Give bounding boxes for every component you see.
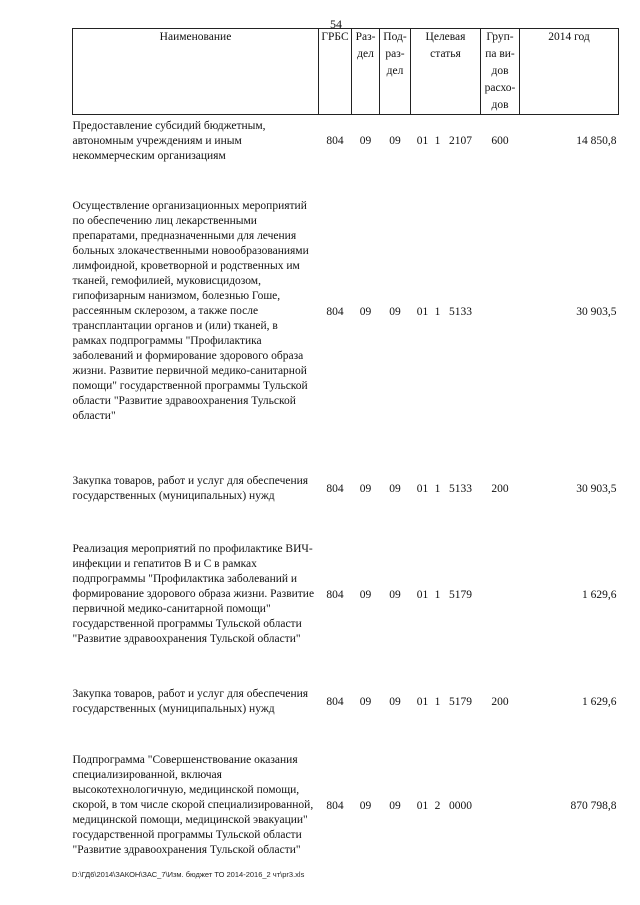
row-amount: 30 903,5 (576, 305, 617, 318)
row-amount: 14 850,8 (576, 135, 617, 148)
row-group: 200 (491, 482, 509, 495)
row-name: Предоставление субсидий бюджетным, автономным учреждениям и иным некоммерческим организациям (72, 119, 266, 162)
row-podrazdel: 09 (389, 135, 401, 148)
header-name: Наименование (73, 29, 319, 115)
row-name: Подпрограмма "Совершенствование оказания специализированной, включая высокотехнологичную, медицинской помощи, скорой, в том числе скорой специализированной, медицинской помощи, медицинской эвакуации" государственной программы Тульской области "Развитие здравоохранения Тульской области" (72, 754, 314, 856)
row-podrazdel: 09 (389, 799, 401, 812)
row-name: Реализация мероприятий по профилактике ВИЧ-инфекции и гепатитов В и С в рамках подпрограммы "Профилактика заболеваний и формирование здорового образа жизни. Развитие первичной медико-санитарной помощи" государственной программы Тульской области "Развитие здравоохранения Тульской области" (72, 543, 315, 645)
header-razdel: Раз- дел (352, 29, 380, 115)
row-razdel: 09 (359, 799, 372, 812)
row-razdel: 09 (359, 305, 372, 318)
header-year: 2014 год (520, 29, 619, 115)
row-target: 01 1 5133 (416, 482, 472, 495)
header-target: Целевая статья (411, 29, 481, 115)
row-podrazdel: 09 (389, 482, 401, 495)
row-podrazdel: 09 (389, 305, 401, 318)
row-razdel: 09 (359, 482, 372, 495)
table-header-row (73, 29, 619, 115)
row-razdel: 09 (359, 588, 372, 601)
row-target: 01 2 0000 (416, 799, 472, 812)
footer-file-path: D:\ГД6\2014\ЗАКОН\ЗАС_7\Изм. бюджет ТО 2014-2016_2 чт\pr3.xls (72, 870, 305, 879)
header-grbs: ГРБС (319, 29, 352, 115)
row-grbs: 804 (326, 135, 344, 148)
row-podrazdel: 09 (389, 588, 401, 601)
row-amount: 1 629,6 (582, 695, 617, 708)
row-group (481, 168, 520, 456)
row-amount: 30 903,5 (576, 482, 617, 495)
row-razdel: 09 (359, 695, 372, 708)
row-group (481, 522, 520, 668)
row-grbs: 804 (326, 695, 344, 708)
row-grbs: 804 (326, 799, 344, 812)
row-name: Закупка товаров, работ и услуг для обеспечения государственных (муниципальных) нужд (72, 474, 309, 502)
row-razdel: 09 (359, 135, 372, 148)
table-row (73, 736, 619, 876)
table-row (73, 668, 619, 736)
page-number: 54 (330, 17, 342, 31)
table-row (73, 115, 619, 168)
row-podrazdel: 09 (389, 695, 401, 708)
row-grbs: 804 (326, 588, 344, 601)
row-grbs: 804 (326, 305, 344, 318)
row-name: Осуществление организационных мероприятий по обеспечению лиц лекарственными препаратами, предназначенными для лечения больных злокачественными новообразованиями лимфоидной, кроветворной и родственных им тканей, гемофилией, муковисцидозом, гипофизарным нанизмом, болезнью Гоше, рассеянным склерозом, а также после трансплантации органов и (или) тканей, в рамках подпрограммы "Профилактика заболеваний и формирование здорового образа жизни. Развитие первичной медико-санитарной помощи" государственной программы Тульской области "Развитие здравоохранения Тульской области" (72, 200, 309, 422)
row-target: 01 1 5133 (416, 305, 472, 318)
table-row (73, 522, 619, 668)
header-podrazdel: Под- раз- дел (380, 29, 411, 115)
row-target: 01 1 2107 (416, 135, 472, 148)
row-target: 01 1 5179 (416, 588, 472, 601)
header-group: Груп- па ви- дов расхо- дов (481, 29, 520, 115)
row-group: 600 (491, 135, 509, 148)
table-row (73, 456, 619, 522)
table-row (73, 168, 619, 456)
row-name: Закупка товаров, работ и услуг для обеспечения государственных (муниципальных) нужд (72, 687, 309, 715)
budget-table (72, 28, 619, 876)
row-amount: 1 629,6 (582, 588, 617, 601)
row-group (481, 736, 520, 876)
row-target: 01 1 5179 (416, 695, 472, 708)
row-grbs: 804 (326, 482, 344, 495)
row-group: 200 (491, 695, 509, 708)
row-amount: 870 798,8 (570, 799, 617, 812)
